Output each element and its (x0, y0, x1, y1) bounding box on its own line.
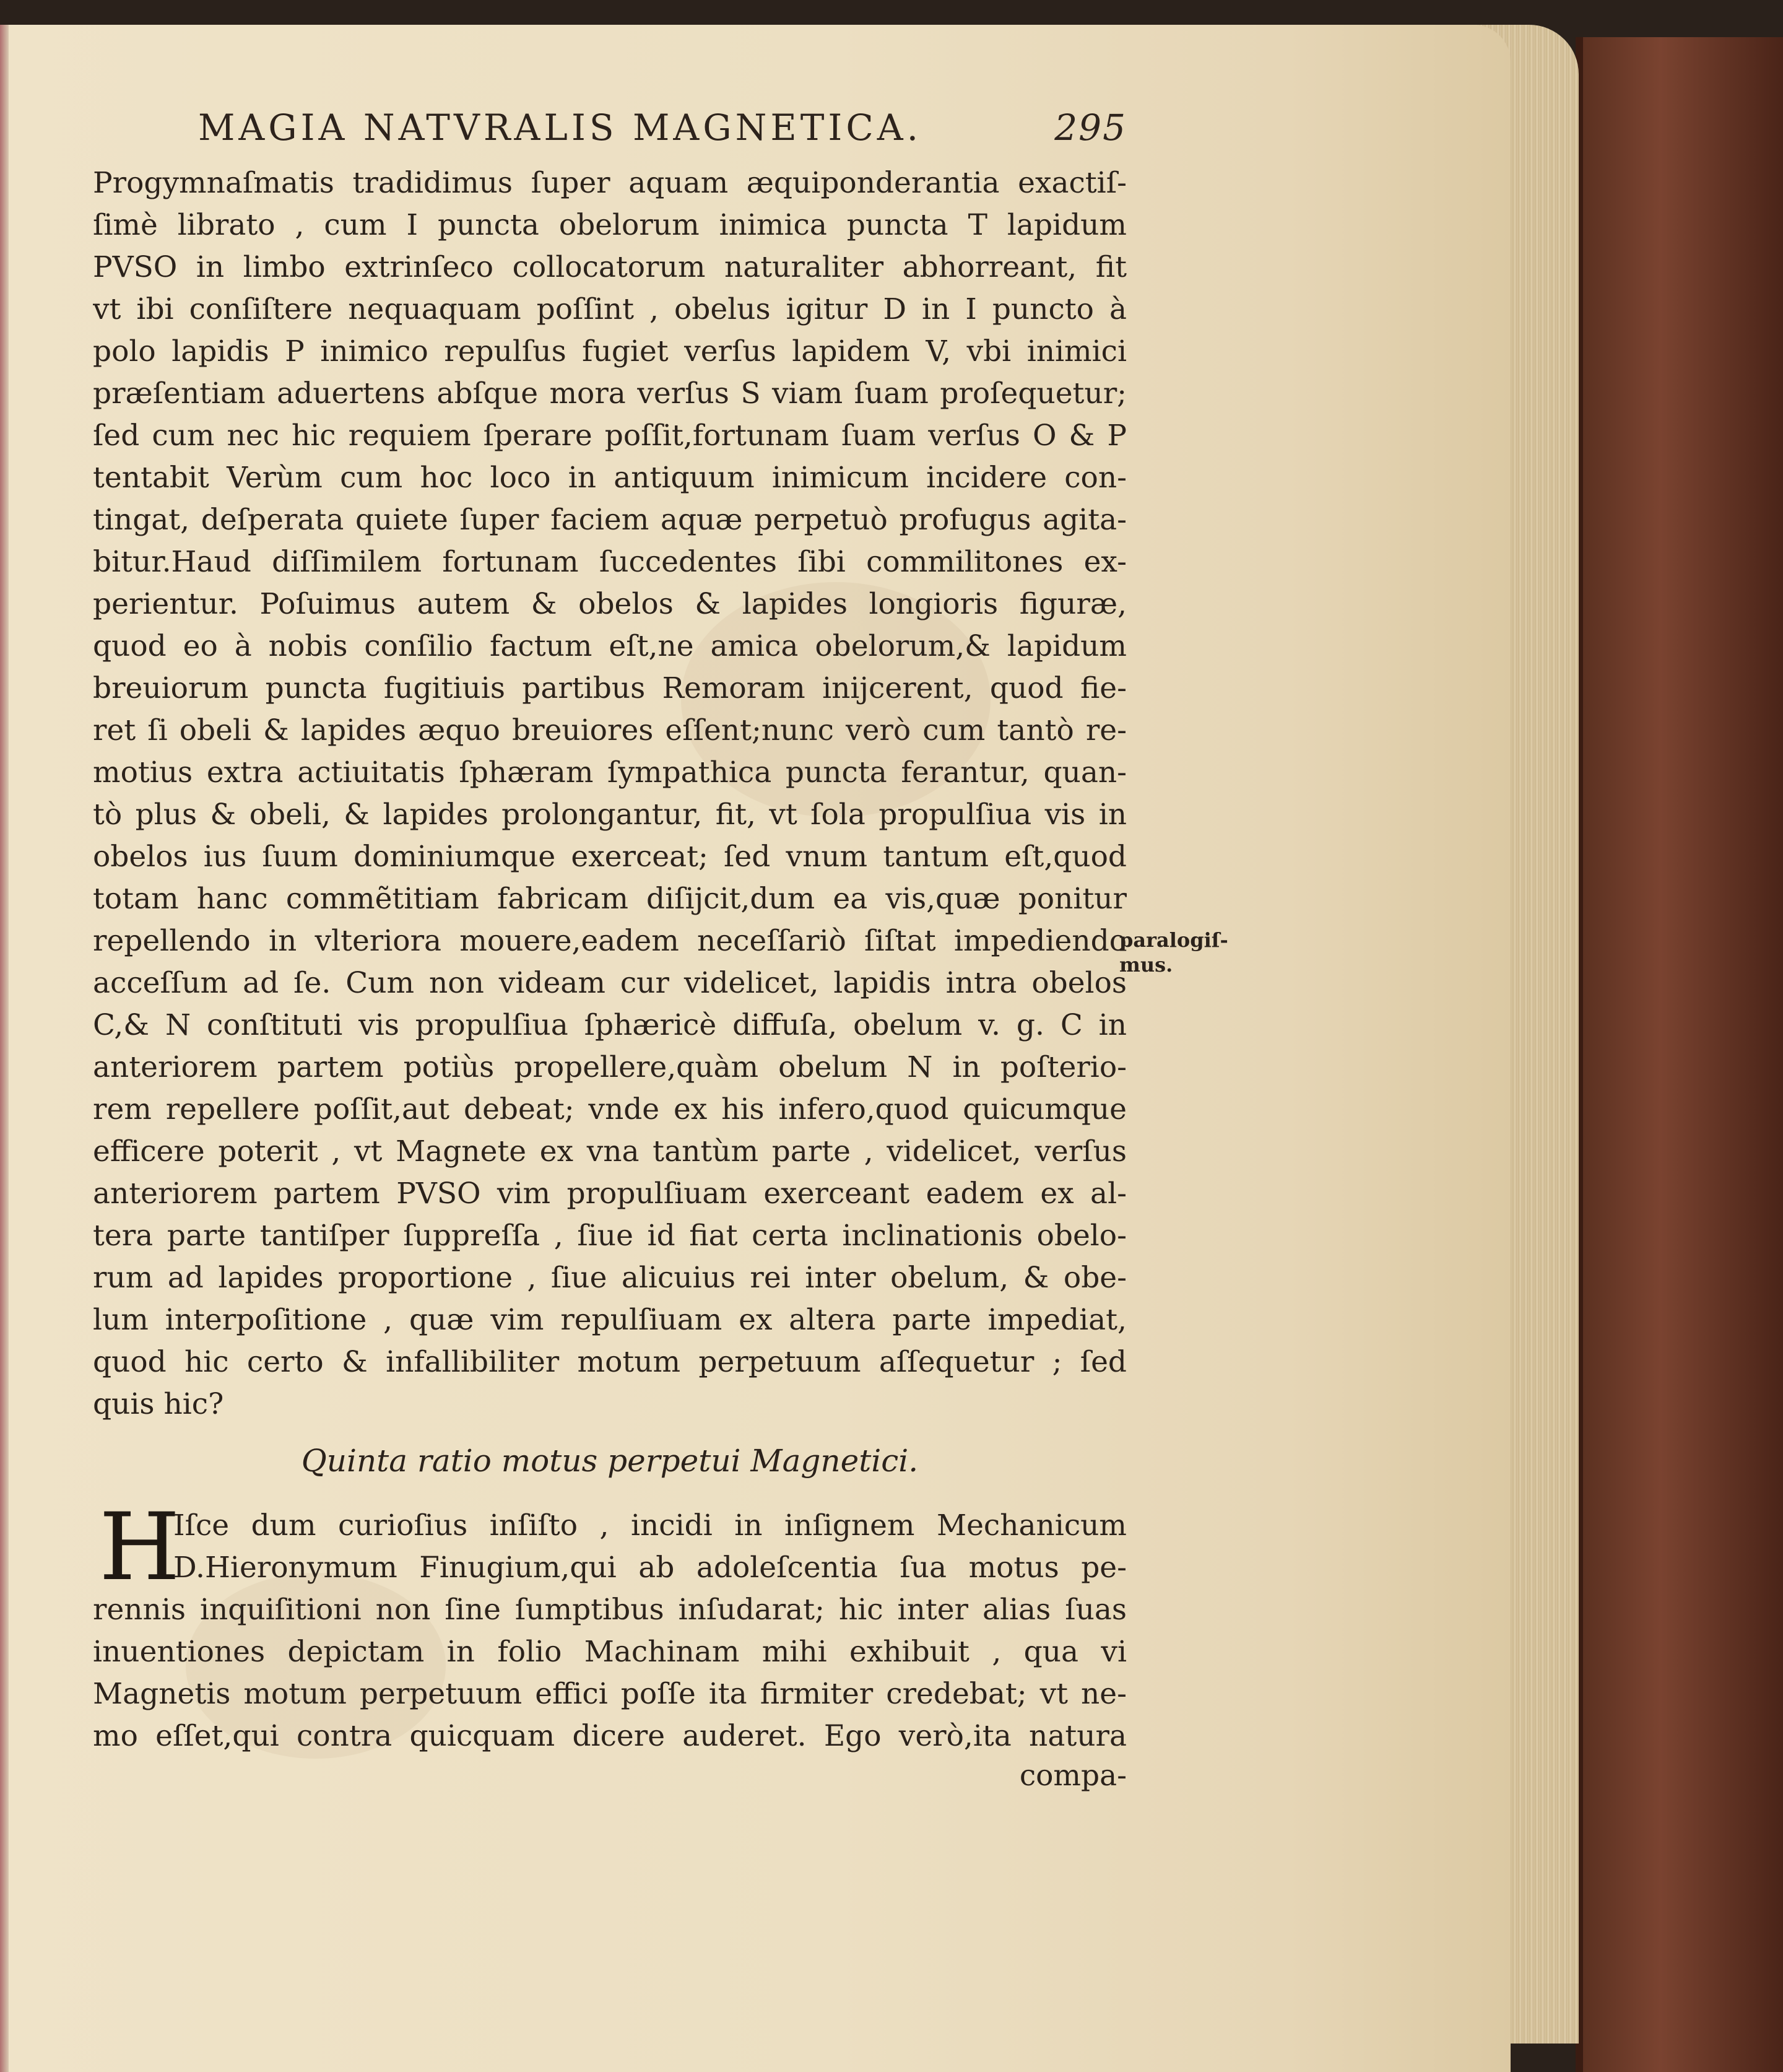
text-line: ſed cum nec hic requiem ſperare poſſit,fortunam ſuam verſus O & P (93, 419, 1127, 453)
text-line: bitur.Haud diſſimilem fortunam ſuccedentes ſibi commilitones ex- (93, 545, 1127, 579)
text-line: ſimè librato , cum I puncta obelorum inimica puncta T lapidum (93, 208, 1127, 242)
running-head (198, 107, 1127, 149)
text-line: præſentiam aduertens abſque mora verſus S viam ſuam proſequetur; (93, 377, 1127, 411)
text-line: inuentiones depictam in folio Machinam mihi exhibuit , qua vi (93, 1635, 1127, 1669)
text-line: quis hic? (93, 1387, 224, 1421)
text-line: repellendo in vlteriora mouere,eadem neceſſariò ſiſtat impediendo (93, 924, 1127, 958)
text-line: tentabit Verùm cum hoc loco in antiquum inimicum incidere con- (93, 461, 1127, 495)
text-line: efficere poterit , vt Magnete ex vna tantùm parte , videlicet, verſus (93, 1134, 1127, 1169)
text-line: Iſce dum curioſius inſiſto , incidi in inſignem Mechanicum (173, 1508, 1127, 1543)
paragraph-2 (93, 1494, 1127, 1757)
text-line: lum interpoſitione , quæ vim repulſiuam ex altera parte impediat, (93, 1303, 1127, 1337)
text-line: D.Hieronymum Finugium,qui ab adoleſcentia ſua motus pe- (173, 1551, 1127, 1585)
text-line: Magnetis motum perpetuum effici poſſe ita firmiter credebat; vt ne- (93, 1677, 1127, 1711)
text-line: tò plus & obeli, & lapides prolongantur, fit, vt ſola propulſiua vis in (93, 798, 1127, 832)
text-line: C,& N conſtituti vis propulſiua ſphæricè diffuſa, obelum v. g. C in (93, 1008, 1127, 1042)
text-line: obelos ius ſuum dominiumque exerceat; ſed vnum tantum eſt,quod (93, 840, 1127, 874)
book-cover (1579, 37, 1783, 2072)
text-line: perientur. Poſuimus autem & obelos & lapides longioris figuræ, (93, 587, 1127, 621)
text-line: ret ſi obeli & lapides æquo breuiores eſſent;nunc verò cum tantò re- (93, 713, 1127, 747)
text-line: motius extra actiuitatis ſphæram ſympathica puncta ferantur, quan- (93, 755, 1127, 790)
marginal-note (1119, 928, 1228, 977)
text-line: tera parte tantiſper ſuppreſſa , ſiue id fiat certa inclinationis obelo- (93, 1219, 1127, 1253)
section-heading: Quinta ratio motus perpetui Magnetici. (301, 1443, 919, 1479)
text-line: PVSO in limbo extrinſeco collocatorum naturaliter abhorreant, fit (93, 250, 1127, 284)
text-line: Progymnaſmatis tradidimus ſuper aquam æquiponderantia exactiſ- (93, 166, 1127, 200)
text-line: rem repellere poſſit,aut debeat; vnde ex his infero,quod quicumque (93, 1092, 1127, 1126)
paragraph-1 (93, 162, 1127, 1426)
text-line: vt ibi conſiſtere nequaquam poſſint , obelus igitur D in I puncto à (93, 292, 1127, 326)
running-head-title: MAGIA NATVRALIS MAGNETICA. (198, 107, 922, 149)
text-line: anteriorem partem PVSO vim propulſiuam exerceant eadem ex al- (93, 1177, 1127, 1211)
text-line: breuiorum puncta fugitiuis partibus Remoram inijcerent, quod fie- (93, 671, 1127, 705)
text-line: quod hic certo & infallibiliter motum perpetuum aſſequetur ; ſed (93, 1345, 1127, 1379)
text-line: anteriorem partem potiùs propellere,quàm obelum N in poſterio- (93, 1050, 1127, 1084)
page-number: 295 (1054, 107, 1127, 149)
drop-cap: H (99, 1494, 180, 1601)
text-line: rum ad lapides proportione , ſiue alicuius rei inter obelum, & obe- (93, 1261, 1127, 1295)
text-line: quod eo à nobis conſilio factum eſt,ne amica obelorum,& lapidum (93, 629, 1127, 663)
text-line: rennis inquiſitioni non ſine ſumptibus inſudarat; hic inter alias ſuas (93, 1593, 1127, 1627)
text-line: mo eſſet,qui contra quicquam dicere auderet. Ego verò,ita natura (93, 1719, 1127, 1753)
page-left-edge (0, 25, 9, 2072)
catchword: compa- (1019, 1759, 1127, 1793)
marginal-note-line: paralogiſ- (1119, 928, 1228, 952)
marginal-note-line: mus. (1119, 953, 1173, 977)
text-line: polo lapidis P inimico repulſus fugiet verſus lapidem V, vbi inimici (93, 334, 1127, 368)
text-line: acceſſum ad ſe. Cum non videam cur videlicet, lapidis intra obelos (93, 966, 1127, 1000)
text-line: tingat, deſperata quiete ſuper faciem aquæ perpetuò profugus agita- (93, 503, 1127, 537)
text-line: totam hanc commẽtitiam fabricam diſijcit,dum ea vis,quæ ponitur (93, 882, 1127, 916)
